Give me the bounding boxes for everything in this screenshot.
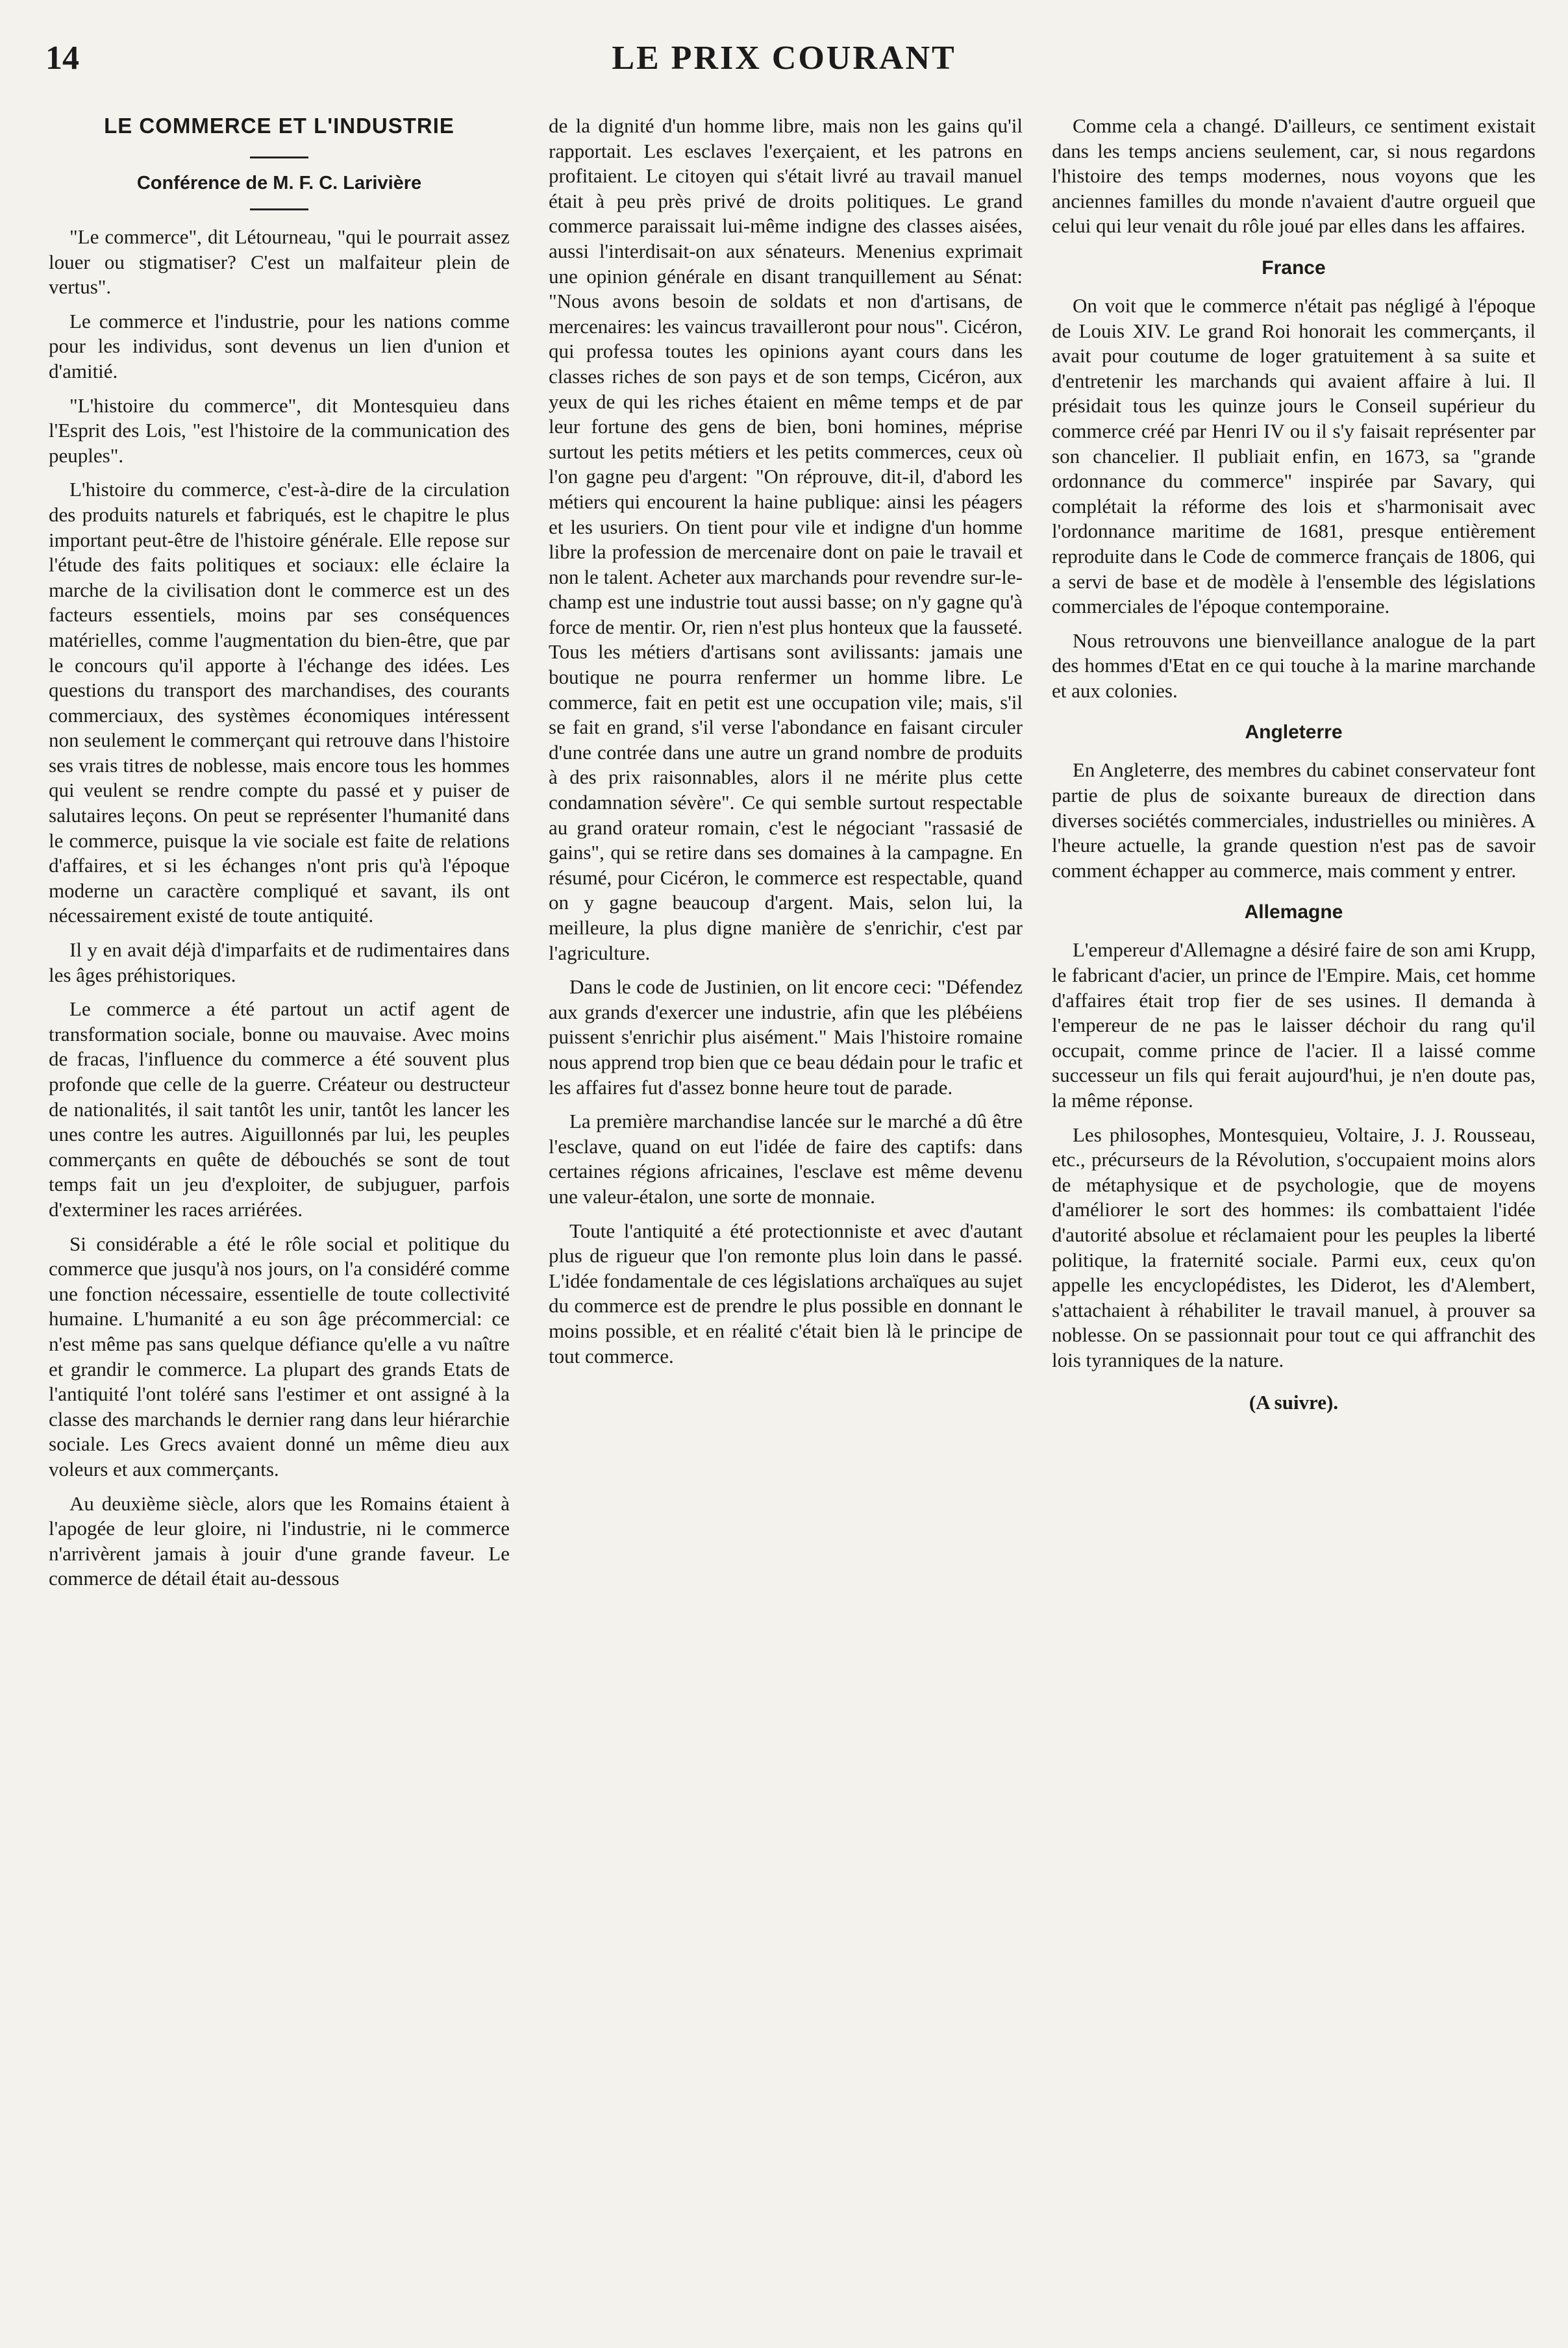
paragraph: Nous retrouvons une bienveillance analogue de la part des hommes d'Etat en ce qui touche à la marine marchande et aux colonies. <box>1052 629 1536 702</box>
paragraph: Toute l'antiquité a été protectionniste et avec d'autant plus de rigueur que l'on remonte plus loin dans le passé. L'idée fondamentale de ces législations archaïques au sujet du commerce est de prendre le plus possible en donnant le moins possible, et en réalité c'était bien là le principe de tout commerce. <box>549 1219 1023 1368</box>
paragraph: Comme cela a changé. D'ailleurs, ce sentiment existait dans les temps anciens seulement, car, si nous regardons l'histoire des temps modernes, nous voyons que les anciennes familles du monde n'avaient d'autre orgueil que celui qui leur venait du rôle joué par elles dans les affaires. <box>1052 114 1536 238</box>
paragraph: L'empereur d'Allemagne a désiré faire de son ami Krupp, le fabricant d'acier, un prince de l'Empire. Mais, cet homme d'affaires était trop fier de ses usines. Il demanda à l'empereur de ne pas le laisser déchoir du rang qu'il occupait, comme prince de l'acier. Il a laissé comme successeur un fils qui ferait aujourd'hui, je n'en doute pas, la même réponse. <box>1052 938 1536 1112</box>
section-heading-angleterre: Angleterre <box>1245 721 1343 743</box>
section-heading-france: France <box>1262 256 1326 279</box>
paragraph: La première marchandise lancée sur le marché a dû être l'esclave, quand on eut l'idée de faire des captifs: dans certaines régions africaines, l'esclave est même devenu une valeur-étalon, une sorte de monnaie. <box>549 1110 1023 1208</box>
to-be-continued: (A suivre). <box>1249 1390 1339 1414</box>
paragraph: "Le commerce", dit Létourneau, "qui le pourrait assez louer ou stigmatiser? C'est un malfaiteur plein de vertus". <box>49 225 510 299</box>
paragraph: En Angleterre, des membres du cabinet conservateur font partie de plus de soixante bureaux de direction dans diverses sociétés commerciales, industrielles ou minières. A l'heure actuelle, la grande question n'est pas de savoir comment échapper au commerce, mais comment y entrer. <box>1052 758 1536 882</box>
paragraph: Le commerce et l'industrie, pour les nations comme pour les individus, sont devenus un lien d'union et d'amitié. <box>49 309 510 382</box>
paragraph: Si considérable a été le rôle social et politique du commerce que jusqu'à nos jours, on l'a considéré comme une fonction nécessaire, essentielle de toute collectivité humaine. L'humanité a eu son âge précommercial: ce n'est même pas sans quelque défiance qu'elle a vu naître et grandir le commerce. La plupart des grands Etats de l'antiquité l'ont toléré sans l'estimer et ont assigné à la classe des marchands le dernier rang dans leur hiérarchie sociale. Les Grecs avaient donné un même dieu aux voleurs et aux commerçants. <box>49 1232 510 1480</box>
running-title: LE PRIX COURANT <box>612 40 956 77</box>
paragraph: On voit que le commerce n'était pas négligé à l'époque de Louis XIV. Le grand Roi honorait les commerçants, il avait pour coutume de loger gratuitement à sa suite et d'entretenir les marchands qui avaient affaire à lui. Il présidait tous les quinze jours le Conseil supérieur du commerce créé par Henri IV ou il s'y faisait représenter par son chancelier. Il publiait enfin, en 1673, sa "grande ordonnance du commerce" inspirée par Savary, qui complétait la réforme des lois et s'harmonisait avec l'ordonnance maritime de 1681, presque entièrement reproduite dans le Code de commerce français de 1806, qui a servi de base et de modèle à l'ensemble des législations commerciales de l'époque contemporaine. <box>1052 294 1536 618</box>
page-header <box>45 39 1523 84</box>
column-3 <box>1052 114 1536 1424</box>
page-number: 14 <box>45 40 79 77</box>
subtitle-rule <box>250 208 308 210</box>
column-1 <box>49 114 510 1601</box>
article-title: LE COMMERCE ET L'INDUSTRIE <box>104 114 454 138</box>
paragraph: Au deuxième siècle, alors que les Romains étaient à l'apogée de leur gloire, ni l'industrie, ni le commerce n'arrivèrent jamais à jouir d'une grande faveur. Le commerce de détail était au-dessous <box>49 1492 510 1590</box>
paragraph: L'histoire du commerce, c'est-à-dire de la circulation des produits naturels et fabriqués, est le chapitre le plus important peut-être de l'histoire générale. Elle repose sur l'étude des faits politiques et sociaux: elle éclaire la marche de la civilisation dont le commerce est un des facteurs essentiels, moins par ses conséquences matérielles, comme l'augmentation du bien-être, que par le concours qu'il apporte à l'échange des idées. Les questions du transport des marchandises, des courants commerciaux, des systèmes économiques intéressent non seulement le commerçant qui retrouve dans l'histoire ses vrais titres de noblesse, mais encore tous les hommes qui veulent se rendre compte du passé et y puiser de salutaires leçons. On peut se représenter l'humanité dans le commerce, puisque la vie sociale est faite de relations d'affaires, et si les échanges n'ont pris qu'à l'époque moderne un caractère compliqué et savant, ils ont nécessairement existé de toute antiquité. <box>49 478 510 927</box>
paragraph: Les philosophes, Montesquieu, Voltaire, J. J. Rousseau, etc., précurseurs de la Révolution, s'occupaient moins alors de métaphysique et de psychologie, que de moyens d'améliorer le sort des hommes: ils combattaient l'idée d'autorité absolue et réclamaient pour les peuples la liberté politique, la fraternité sociale. Parmi eux, ceux qu'on appelle les encyclopédistes, les Diderot, les d'Alembert, s'attachaient à réhabiliter le travail manuel, à prouver sa noblesse. On se passionnait pour tout ce qui affranchit des lois tyranniques de la nature. <box>1052 1123 1536 1371</box>
paragraph: Dans le code de Justinien, on lit encore ceci: "Défendez aux grands d'exercer une industrie, afin que les plébéiens puissent s'enrichir plus aisément." Mais l'histoire romaine nous apprend trop bien que ce beau dédain pour le trafic et les affaires fut d'assez bonne heure tout de parade. <box>549 975 1023 1099</box>
paragraph: Le commerce a été partout un actif agent de transformation sociale, bonne ou mauvaise. Avec moins de fracas, l'influence du commerce a été souvent plus profonde que celle de la guerre. Créateur ou destructeur de nationalités, il sait tantôt les unir, tantôt les lancer les unes contre les autres. Aiguillonnés par lui, les peuples commerçants en quête de débouchés se sont de tout temps fait un jeu d'exploiter, de subjuguer, parfois d'exterminer les races arriérées. <box>49 997 510 1221</box>
paragraph: Il y en avait déjà d'imparfaits et de rudimentaires dans les âges préhistoriques. <box>49 938 510 986</box>
paragraph: "L'histoire du commerce", dit Montesquieu dans l'Esprit des Lois, "est l'histoire de la communication des peuples". <box>49 393 510 467</box>
title-rule <box>250 156 308 158</box>
column-2 <box>549 114 1023 1378</box>
section-heading-allemagne: Allemagne <box>1244 901 1343 923</box>
paragraph: de la dignité d'un homme libre, mais non les gains qu'il rapportait. Les esclaves l'exerçaient, et les patrons en profitaient. Le citoyen qui s'était livré au travail manuel était à peu près privé de droits politiques. Le grand commerce paraissait lui-même indigne des classes aisées, aussi l'interdisait-on aux sénateurs. Menenius exprimait une opinion générale en disant tranquillement au Sénat: "Nous avons besoin de soldats et non d'artisans, de mercenaires: les vaincus travailleront pour nous". Cicéron, qui professa toutes les opinions ayant cours dans les classes riches de son pays et de son temps, Cicéron, aux yeux de qui les riches étaient en même temps et de par leur fortune des gens de bien, boni homines, méprise surtout les petits métiers et les petits commerces, ceux où l'on gagne peu d'argent: "On réprouve, dit-il, d'abord les métiers qui encourent la haine publique: ainsi les péagers et les usuriers. On tient pour vile et indigne d'un homme libre la profession de mercenaire dont on paie le travail et non le talent. Acheter aux marchands pour revendre sur-le-champ est une industrie tout aussi basse; on n'y gagne qu'à force de mentir. Or, rien n'est plus honteux que la fausseté. Tous les métiers d'artisans sont avilissants: jamais une boutique ne pourra renfermer un homme libre. Le commerce, fait en petit est une occupation vile; mais, s'il se fait en grand, s'il verse l'abondance en faisant circuler d'une contrée dans une autre un grand nombre de produits à des prix raisonnables, alors il ne mérite plus cette condamnation sévère". Ce qui semble surtout respectable au grand orateur romain, c'est le négociant "rassasié de gains", qui se retire dans ses domaines à la campagne. En résumé, pour Cicéron, le commerce est respectable, quand on y gagne beaucoup d'argent. Mais, selon lui, la meilleure, la plus digne manière de s'enrichir, c'est par l'agriculture. <box>549 114 1023 964</box>
article-subtitle: Conférence de M. F. C. Larivière <box>136 173 422 194</box>
